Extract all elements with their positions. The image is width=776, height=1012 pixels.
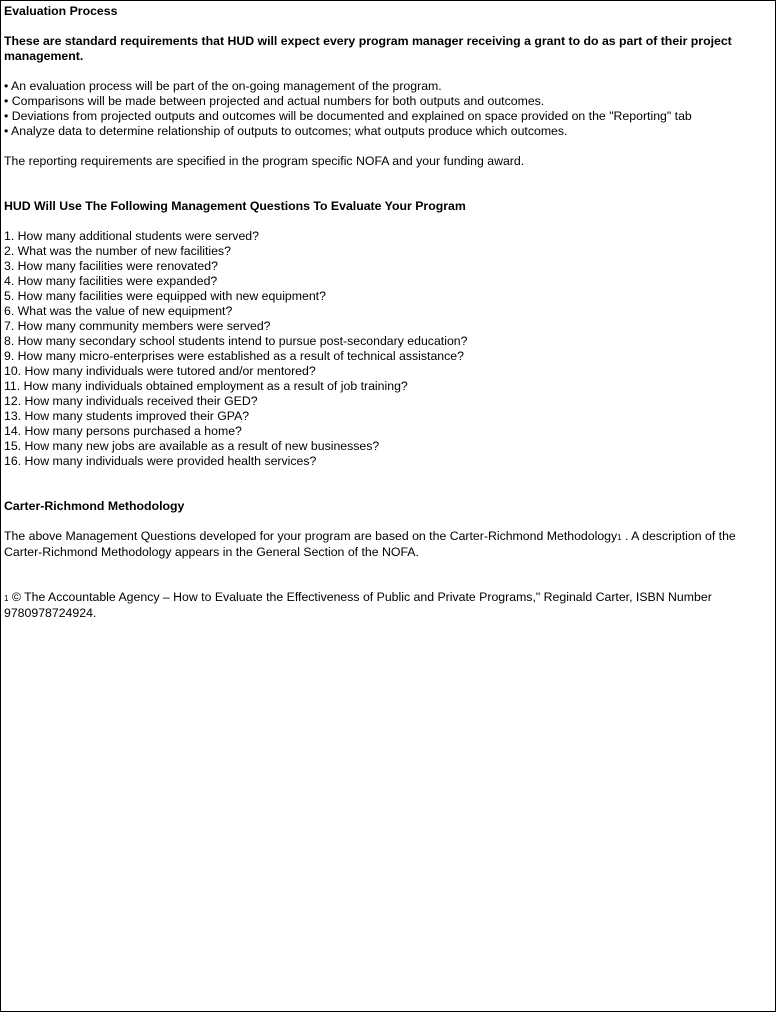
requirement-item: • Analyze data to determine relationship of outputs to outcomes; what outputs produce which outcomes.: [4, 124, 568, 138]
questions-list: [4, 229, 772, 469]
document-body: [4, 4, 772, 621]
requirement-text: An evaluation process will be part of the on-going management of the program.: [11, 79, 442, 93]
methodology-text: [4, 529, 772, 560]
question-item: 7. How many community members were served?: [4, 319, 271, 333]
requirement-item: • Deviations from projected outputs and outcomes will be documented and explained on space provided on the "Reporting" tab: [4, 109, 692, 123]
requirement-item: • Comparisons will be made between projected and actual numbers for both outputs and outcomes.: [4, 94, 545, 108]
requirement-text: Deviations from projected outputs and outcomes will be documented and explained on space provided on the "Reporting" tab: [11, 109, 692, 123]
methodology-text-b: . A description of the Carter-Richmond Methodology appears in the General Section of the NOFA.: [4, 529, 736, 559]
question-item: 8. How many secondary school students intend to pursue post-secondary education?: [4, 334, 468, 348]
requirement-item: • An evaluation process will be part of the on-going management of the program.: [4, 79, 442, 93]
question-item: 12. How many individuals received their GED?: [4, 394, 258, 408]
question-item: 6. What was the value of new equipment?: [4, 304, 233, 318]
question-item: 1. How many additional students were served?: [4, 229, 259, 243]
intro-text: These are standard requirements that HUD will expect every program manager receiving a grant to do as part of their project management.: [4, 34, 732, 63]
page-title: Evaluation Process: [4, 4, 118, 18]
footnote: [4, 590, 772, 621]
methodology-text-a: The above Management Questions developed for your program are based on the Carter-Richmond Methodology: [4, 529, 618, 543]
requirement-text: Comparisons will be made between projected and actual numbers for both outputs and outcomes.: [11, 94, 545, 108]
question-item: 9. How many micro-enterprises were established as a result of technical assistance?: [4, 349, 464, 363]
requirements-list: [4, 79, 772, 139]
question-item: 13. How many students improved their GPA?: [4, 409, 250, 423]
question-item: 3. How many facilities were renovated?: [4, 259, 218, 273]
questions-heading: HUD Will Use The Following Management Questions To Evaluate Your Program: [4, 199, 466, 213]
question-item: 16. How many individuals were provided health services?: [4, 454, 317, 468]
question-item: 15. How many new jobs are available as a result of new businesses?: [4, 439, 380, 453]
footnote-text: © The Accountable Agency – How to Evaluate the Effectiveness of Public and Private Programs," Reginald Carter, ISBN Number 9780978724924.: [4, 590, 712, 620]
question-item: 14. How many persons purchased a home?: [4, 424, 242, 438]
requirement-text: Analyze data to determine relationship of outputs to outcomes; what outputs produce which outcomes.: [11, 124, 568, 138]
question-item: 11. How many individuals obtained employment as a result of job training?: [4, 379, 408, 393]
methodology-heading: Carter-Richmond Methodology: [4, 499, 185, 513]
question-item: 10. How many individuals were tutored and/or mentored?: [4, 364, 316, 378]
reporting-text: The reporting requirements are specified in the program specific NOFA and your funding award.: [4, 154, 525, 168]
question-item: 2. What was the number of new facilities?: [4, 244, 231, 258]
question-item: 4. How many facilities were expanded?: [4, 274, 218, 288]
question-item: 5. How many facilities were equipped with new equipment?: [4, 289, 326, 303]
footnote-mark: 1: [4, 594, 9, 603]
footnote-ref: 1: [617, 533, 622, 542]
